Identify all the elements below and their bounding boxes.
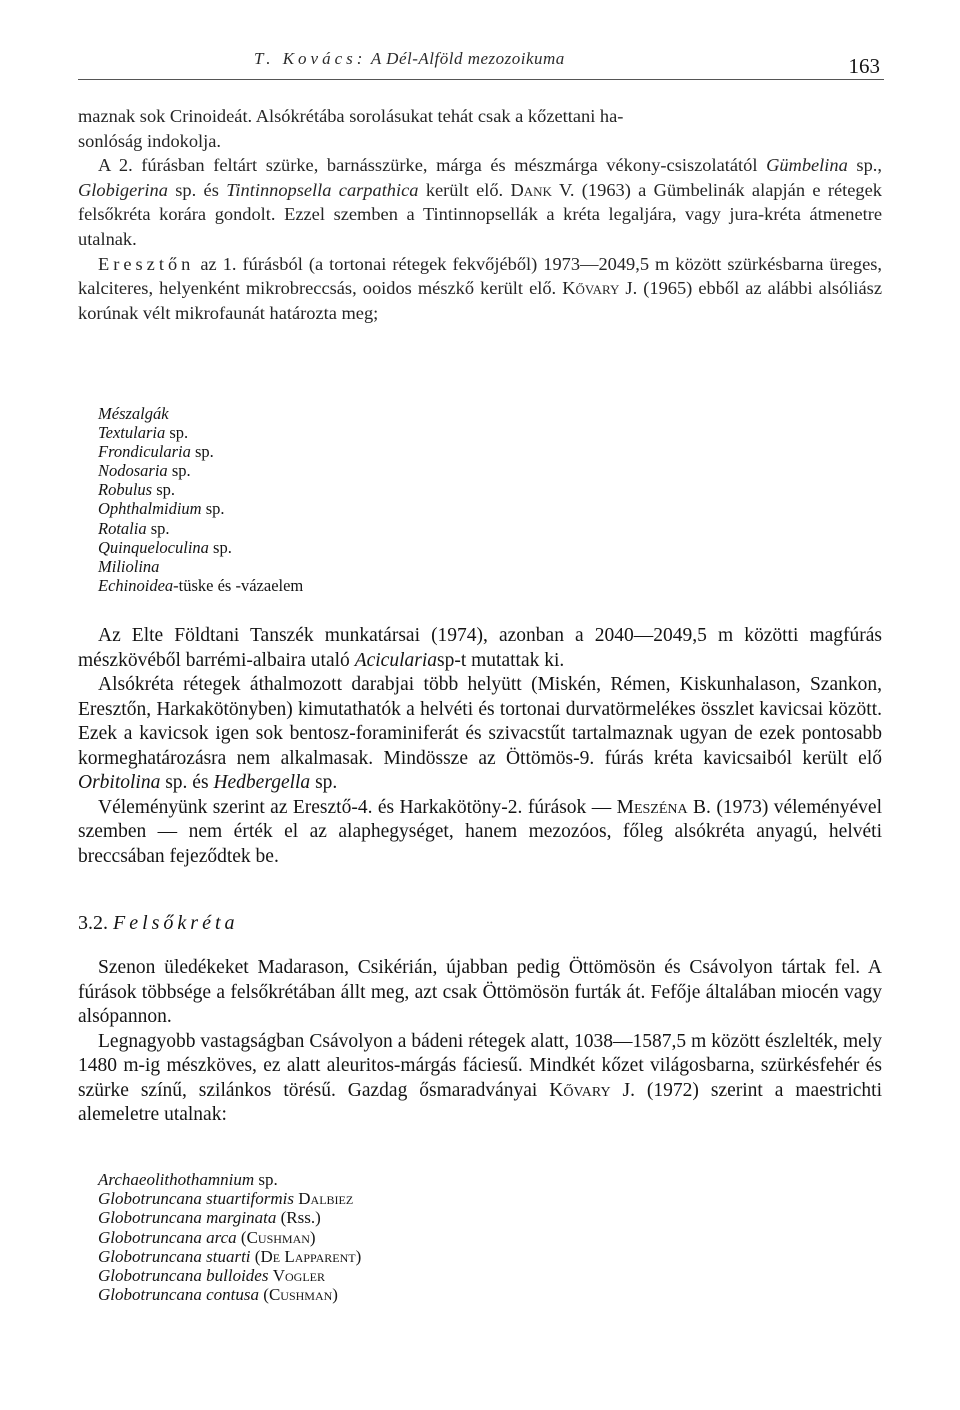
p5-genus-1: Orbitolina <box>78 772 161 793</box>
fauna-1-item <box>98 519 303 538</box>
paragraph-7: Szenon üledékeket Madarason, Csikérián, újabban pedig Öttömösön és Csávolyon tártak fel. A fúrások többsége a felsőkrétában állt meg, azt csak Öttömösön furták át. Fefője általában miocén vagy alsópannon. <box>78 957 882 1027</box>
p3-text-b: J. (1965) ebből az alábbi alsóliász korúnak vélt mikrofaunát határozta meg; <box>78 278 882 323</box>
fauna-2-author: (Cushman) <box>240 1227 316 1247</box>
p2-text-e: V. (1963) a Gümbelinák alapján e rétegek felsőkréta korára gondolt. Ezzel szemben a Tintinnopsellák a kréta legaljára, vagy jura-kréta átmenetre utalnak. <box>78 179 882 249</box>
fauna-2-author: sp. <box>258 1170 278 1189</box>
fauna-2-species: Globotruncana arca <box>98 1227 237 1247</box>
header-rule <box>78 79 884 80</box>
fauna-1-item <box>98 499 303 518</box>
fauna-2-species: Archaeolithothamnium <box>98 1170 255 1189</box>
paragraph-6 <box>78 796 882 870</box>
fauna-1-genus: Nodosaria <box>98 461 168 481</box>
fauna-2-author: Vogler <box>272 1266 325 1286</box>
fauna-list-2 <box>98 1170 361 1304</box>
fauna-list-1 <box>98 404 303 595</box>
header-title: A Dél-Alföld mezozoikuma <box>370 49 565 68</box>
p2-genus-2: Globigerina <box>78 179 168 200</box>
section-title: Felsőkréta <box>113 912 239 934</box>
fauna-2-item <box>98 1285 361 1304</box>
p5-text-c: sp. <box>315 772 338 793</box>
fauna-2-item <box>98 1170 361 1189</box>
fauna-2-item <box>98 1247 361 1266</box>
fauna-1-genus: Mészalgák <box>98 404 169 423</box>
fauna-1-genus: Frondicularia <box>98 442 191 462</box>
fauna-1-suffix: sp. <box>156 480 176 500</box>
p5-text-b: sp. és <box>165 772 209 793</box>
fauna-1-item <box>98 442 303 461</box>
section-heading <box>78 912 239 935</box>
p3-place-name: Eresztőn <box>98 253 195 274</box>
fauna-2-species: Globotruncana stuartiformis <box>98 1189 294 1209</box>
fauna-1-suffix: sp. <box>171 461 191 481</box>
fauna-1-item <box>98 538 303 557</box>
paragraph-1-line-2: sonlóság indokolja. <box>78 130 222 151</box>
fauna-1-suffix: sp. <box>150 518 170 538</box>
fauna-1-suffix: sp. <box>213 537 232 557</box>
fauna-1-item <box>98 557 303 576</box>
p2-author-name: Dank <box>510 179 552 200</box>
p2-text-b: sp., <box>856 155 882 176</box>
p4-genus: Acicularia <box>354 649 438 671</box>
p2-text-d: került elő. <box>425 179 504 200</box>
paragraph-5 <box>78 673 882 796</box>
fauna-2-species: Globotruncana bulloides <box>98 1266 269 1286</box>
running-title <box>254 49 565 69</box>
fauna-1-item <box>98 576 303 595</box>
p4-text-b: sp-t mutattak ki. <box>437 649 565 671</box>
section-number: 3.2. <box>78 912 108 934</box>
fauna-1-item <box>98 480 303 499</box>
fauna-1-genus: Textularia <box>98 423 166 443</box>
fauna-1-genus: Robulus <box>98 480 153 500</box>
header-author: T. Kovács: <box>254 49 367 68</box>
fauna-2-species: Globotruncana stuarti <box>98 1246 251 1266</box>
fauna-1-item <box>98 423 303 442</box>
fauna-2-item <box>98 1189 361 1208</box>
p2-genus-3: Tintinnopsella carpathica <box>226 179 419 200</box>
fauna-1-item <box>98 404 303 423</box>
p6-text-a: Véleményünk szerint az Eresztő-4. és Harkakötöny-2. fúrások — <box>98 796 612 818</box>
p4-text-a: Az Elte Földtani Tanszék munkatársai (1974), azonban a 2040—2049,5 m közötti magfúrás mészkövéből barrémi-albaira utaló <box>78 625 882 671</box>
fauna-2-species: Globotruncana contusa <box>98 1285 260 1305</box>
paragraph-2 <box>78 153 882 251</box>
p8-author-name: Kővary <box>549 1079 611 1101</box>
fauna-1-genus: Miliolina <box>98 556 160 576</box>
fauna-1-suffix: sp. <box>169 423 189 443</box>
p8-text-b: J. (1972) szerint a maestrichti alemeletre utalnak: <box>78 1079 883 1125</box>
paragraph-8 <box>78 1030 882 1128</box>
fauna-1-genus: Ophthalmidium <box>98 499 202 519</box>
fauna-1-genus: Echinoidea <box>98 575 174 595</box>
fauna-1-suffix: -tüske és -vázaelem <box>173 575 304 595</box>
upper-cretaceous-section <box>78 956 882 1128</box>
fauna-1-item <box>98 461 303 480</box>
p2-text-c: sp. és <box>175 179 219 200</box>
fauna-2-item <box>98 1266 361 1285</box>
fauna-2-species: Globotruncana marginata <box>98 1208 277 1228</box>
p8-text-a: Legnagyobb vastagságban Csávolyon a bádeni rétegek alatt, 1038—1587,5 m között észlelték, mely 1480 m-ig mészköves, ez alatt aleuritos-márgás fáciesű. Mindkét kőzet világosbarna, szürkésfehér és szürke színű, szilánkos törésű. Gazdag ősmaradványai <box>78 1030 882 1101</box>
fauna-2-author: Dalbiez <box>298 1189 354 1209</box>
fauna-1-suffix: sp. <box>195 442 214 462</box>
paragraph-1 <box>78 104 882 153</box>
fauna-2-item <box>98 1208 361 1227</box>
p6-text-b: B. (1973) véleményével szemben — nem érték el az alaphegységet, hanem mezozóos, főleg alsókréta anyagú, helvéti breccsában fejeződtek be. <box>78 796 882 867</box>
fauna-1-genus: Rotalia <box>98 518 147 538</box>
paragraph-4 <box>78 624 882 673</box>
paragraph-1-line-1: maznak sok Crinoideát. Alsókrétába sorolásukat tehát csak a kőzettani ha- <box>78 106 624 126</box>
fauna-1-genus: Quinqueloculina <box>98 537 209 557</box>
intro-section <box>78 104 882 325</box>
p3-text-a: az 1. fúrásból (a tortonai rétegek fekvőjéből) 1973—2049,5 m között szürkésbarna üreges, kalciteres, helyenként mikrobreccsás, ooidos mészkő került elő. <box>78 253 882 299</box>
fauna-2-author: (Rss.) <box>280 1208 321 1228</box>
fauna-2-author: (Cushman) <box>263 1285 338 1305</box>
paragraph-3 <box>78 252 882 326</box>
p5-genus-2: Hedbergella <box>213 772 311 793</box>
page-number: 163 <box>848 54 880 78</box>
running-header <box>78 44 884 84</box>
p2-text-a: A 2. fúrásban feltárt szürke, barnásszürke, márga és mészmárga vékony-csiszolatától <box>98 155 758 176</box>
main-section <box>78 624 882 869</box>
fauna-1-suffix: sp. <box>205 499 225 519</box>
fauna-2-author: (De Lapparent) <box>254 1246 362 1266</box>
p6-author-name: Meszéna <box>616 796 688 818</box>
p5-text-a: Alsókréta rétegek áthalmozott darabjai több helyütt (Miskén, Rémen, Kiskunhalason, Szankon, Eresztőn, Harkakötönyben) kimutathatók a helvéti és tortonai durvatörmelékes összlet kavicsai között. Ezek a kavicsok igen sok bentosz-foraminiferát és szivacstűt tartalmaznak ugyan de ezek pontosabb kormeghatározásra nem alkalmasak. Mindössze az Öttömös-9. fúrás kréta kavicsaiból került elő <box>78 674 882 769</box>
fauna-2-item <box>98 1228 361 1247</box>
p2-genus-1: Gümbelina <box>766 155 848 176</box>
p3-author-name: Kővary <box>562 278 620 299</box>
